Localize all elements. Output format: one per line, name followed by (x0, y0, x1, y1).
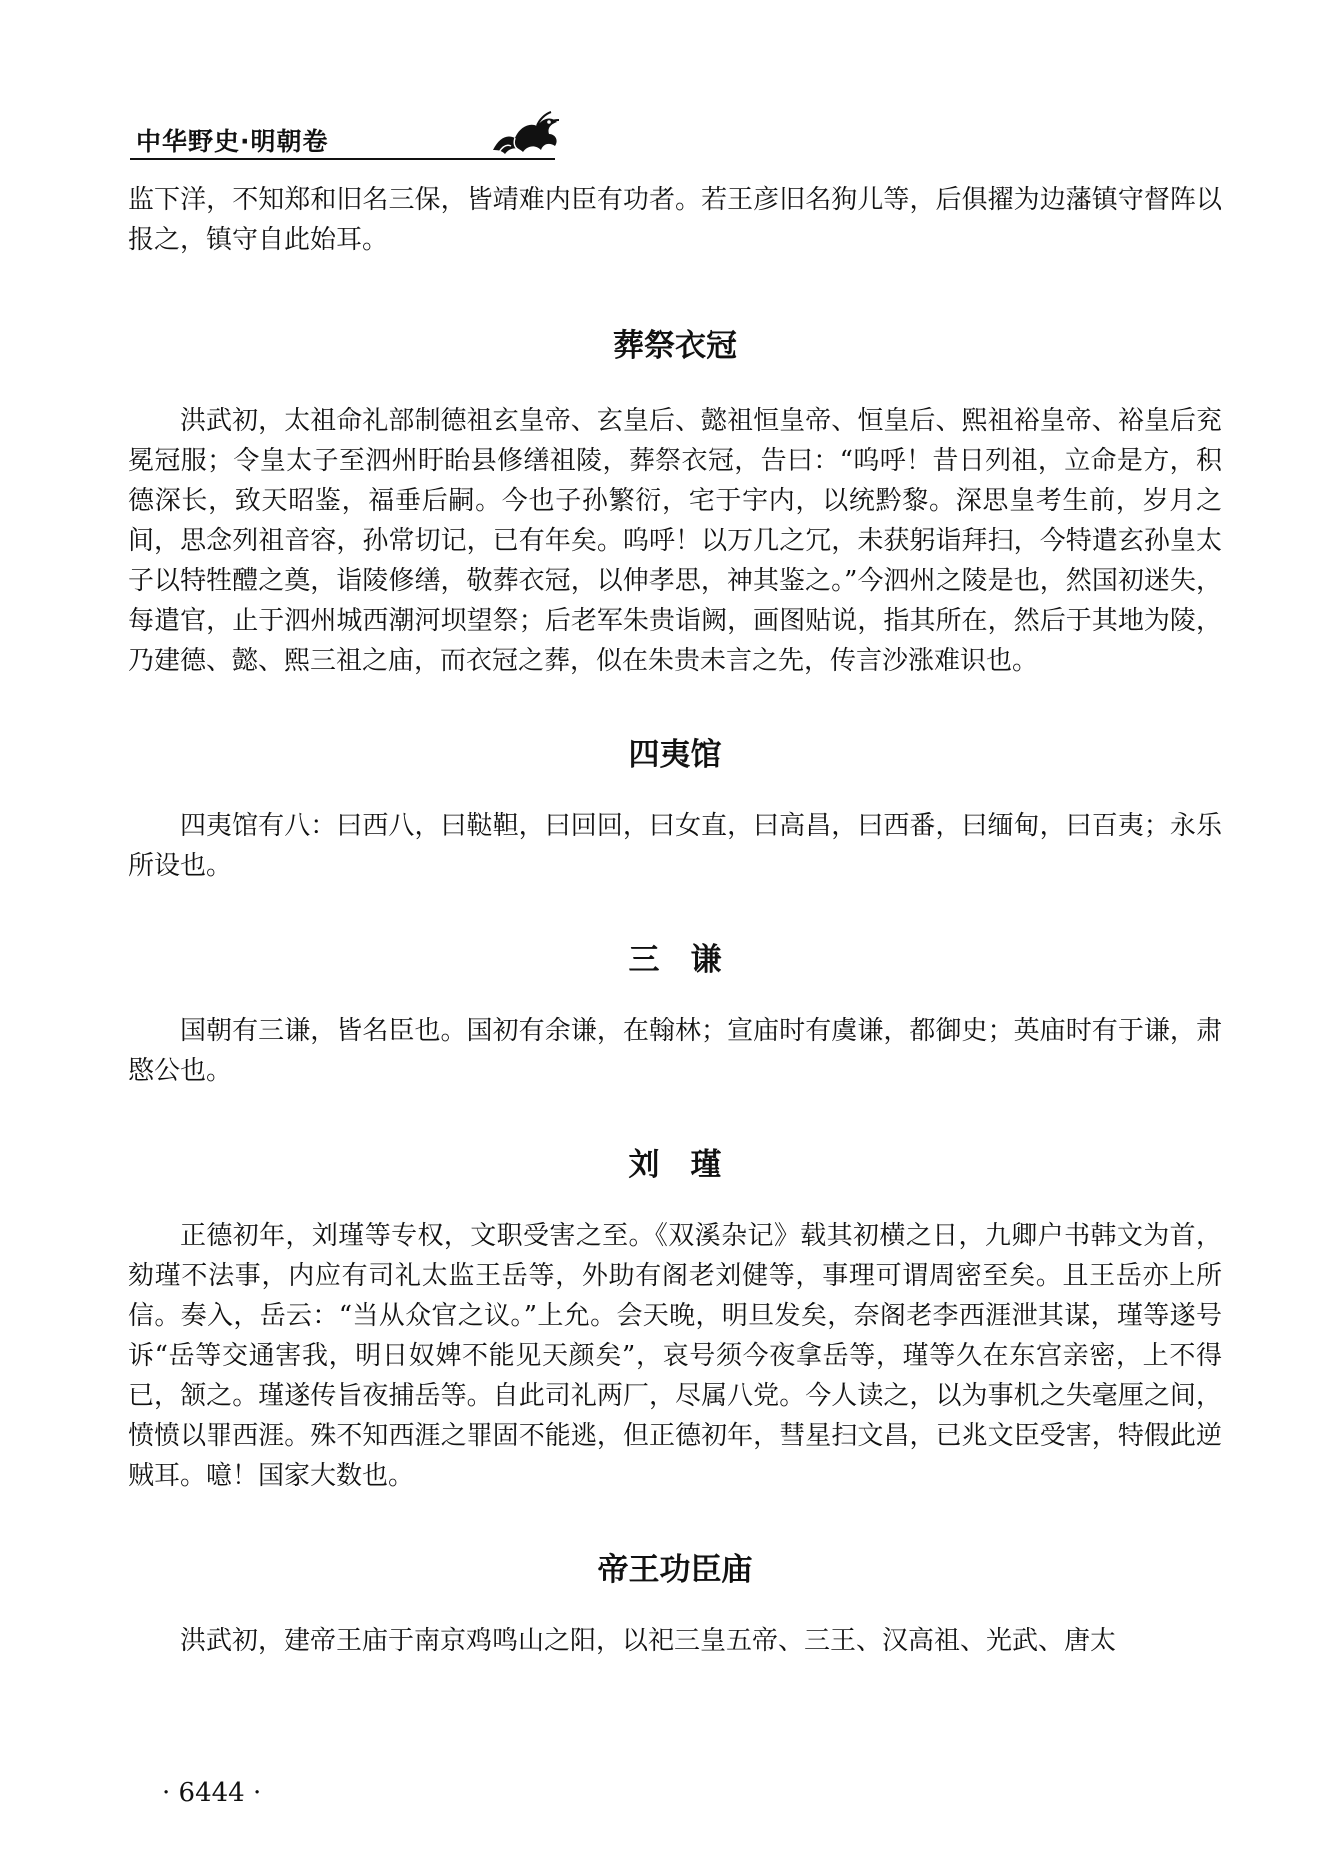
section-title: 刘 瑾 (628, 1147, 722, 1183)
section-paragraph: 洪武初，太祖命礼部制德祖玄皇帝、玄皇后、懿祖恒皇帝、恒皇后、熙祖裕皇帝、裕皇后兖冕冠服；令皇太子至泗州盱眙县修缮祖陵，葬祭衣冠，告曰：“呜呼！昔日列祖，立命是方，积德深长，致天昭鉴，福垂后嗣。今也子孙繁衍，宅于宇内，以统黔黎。深思皇考生前，岁月之间，思念列祖音容，孙常切记，已有年矣。呜呼！以万几之冗，未获躬诣拜扫，今特遣玄孙皇太子以特牲醴之奠，诣陵修缮，敬葬衣冠，以伸孝思，神其鉴之。”今泗州之陵是也，然国初迷失，每遣官，止于泗州城西潮河坝望祭；后老军朱贵诣阙，画图贴说，指其所在，然后于其地为陵，乃建德、懿、熙三祖之庙，而衣冠之葬，似在朱贵未言之先，传言沙涨难识也。 (128, 406, 1222, 676)
running-header (130, 108, 1220, 160)
page-number: · 6444 · (162, 1778, 262, 1808)
page-body (128, 180, 1222, 1661)
section-paragraph: 国朝有三谦，皆名臣也。国初有余谦，在翰林；宣庙时有虞谦，都御史；英庙时有于谦，肃愍公也。 (128, 1016, 1222, 1086)
section-title: 葬祭衣冠 (613, 328, 737, 364)
dragon-emblem-icon (485, 108, 565, 158)
section-paragraph: 正德初年，刘瑾等专权，文职受害之至。《双溪杂记》载其初横之日，九卿户书韩文为首，劾瑾不法事，内应有司礼太监王岳等，外助有阁老刘健等，事理可谓周密至矣。且王岳亦上所信。奏入，岳云：“当从众官之议。”上允。会天晚，明旦发矣，奈阁老李西涯泄其谋，瑾等遂号诉“岳等交通害我，明日奴婢不能见天颜矣”，哀号须今夜拿岳等，瑾等久在东宫亲密，上不得已，颔之。瑾遂传旨夜捕岳等。自此司礼两厂，尽属八党。今人读之，以为事机之失毫厘之间，愤愤以罪西涯。殊不知西涯之罪固不能逃，但正德初年，彗星扫文昌，已兆文臣受害，特假此逆贼耳。噫！国家大数也。 (128, 1221, 1222, 1491)
section-title: 四夷馆 (628, 737, 722, 773)
section-paragraph: 四夷馆有八：曰西八，曰鞑靼，曰回回，曰女直，曰高昌，曰西番，曰缅甸，曰百夷；永乐所设也。 (128, 811, 1222, 881)
header-rule (130, 158, 555, 160)
section-paragraph: 洪武初，建帝王庙于南京鸡鸣山之阳，以祀三皇五帝、三王、汉高祖、光武、唐太 (180, 1626, 1117, 1656)
intro-paragraph: 监下洋，不知郑和旧名三保，皆靖难内臣有功者。若王彦旧名狗儿等，后俱擢为边藩镇守督阵以报之，镇守自此始耳。 (128, 185, 1222, 255)
book-title: 中华野史·明朝卷 (136, 127, 329, 156)
section-title: 帝王功臣庙 (597, 1552, 753, 1588)
section-title: 三 谦 (628, 942, 722, 978)
